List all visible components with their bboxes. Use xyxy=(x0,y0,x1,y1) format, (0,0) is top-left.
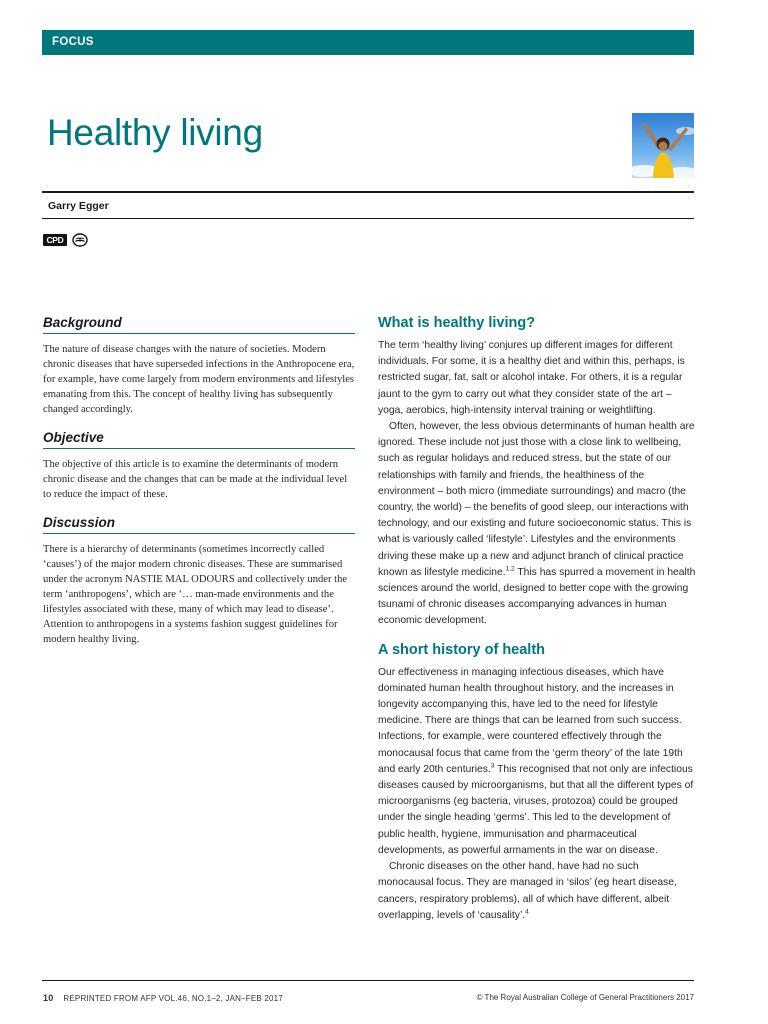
book-icon xyxy=(72,233,88,247)
reference-marker: 4 xyxy=(525,908,529,916)
paragraph-text: Often, however, the less obvious determinants of human health are ignored. These include not just those with a close link to wellbeing, such as regular holidays and reduced stress, but the state of our relationships with family and friends, the healthiness of the environment – both micro (immediate surroundings) and macro (the country, the world) – the benefits of good sleep, our interactions with technology, and our existing and future socioeconomic status. This is what is variously called ‘lifestyle’. Lifestyles and the environments driving these make up a new and adjunct branch of clinical practice known as lifestyle medicine. xyxy=(378,421,695,578)
paragraph: The term ‘healthy living’ conjures up different images for different individuals. For some, it is a healthy diet and within this, perhaps, is restricted sugar, fat, salt or alcohol intake. For others, it is a regular jaunt to the gym to carry out what they consider state of the art – yoga, aerobics, high-intensity interval training or weightlifting. xyxy=(378,340,685,416)
abstract-discussion-text: There is a hierarchy of determinants (sometimes incorrectly called ‘causes’) of the major modern chronic diseases. These are summarised under the acronym NASTIE MAL ODOURS and collectively under the term ‘anthropogens’, which are ‘… man-made environments and the lifestyles associated with these, many of which may lead to disease’. Attention to anthropogens in a systems fashion suggest guidelines for modern healthy living. xyxy=(43,544,348,645)
paragraph xyxy=(378,419,696,630)
reference-marker: 1,2 xyxy=(505,565,515,573)
page-number: 10 xyxy=(43,993,54,1003)
copyright-notice: © The Royal Australian College of General Practitioners 2017 xyxy=(476,993,694,1002)
section-heading-what-is-healthy-living: What is healthy living? xyxy=(378,315,536,331)
paragraph-text: Chronic diseases on the other hand, have had no such monocausal focus. They are managed in ‘silos’ (eg heart disease, cancers, respiratory problems), all of which have different, albeit overlapping, levels of ‘causality’. xyxy=(378,861,677,921)
article-body xyxy=(378,315,696,924)
paragraph-text: This recognised that not only are infectious diseases caused by microorganisms, but that all the different types of microorganisms (eg bacteria, viruses, protozoa) could be grouped under the single heading ‘germs’. This led to the development of public health, hygiene, immunisation and pharmaceutical developments, as powerful armaments in the war on disease. xyxy=(378,763,694,856)
title-divider xyxy=(42,191,694,193)
footer-divider xyxy=(42,980,694,981)
abstract-discussion-heading: Discussion xyxy=(43,515,355,534)
author-divider xyxy=(42,218,694,219)
paragraph-text: This has spurred a movement in health sciences around the world, designed to better cope with the growing tsunami of chronic diseases accompanying advances in human economic development. xyxy=(378,566,696,627)
abstract xyxy=(43,315,355,660)
abstract-objective-heading: Objective xyxy=(43,430,355,449)
author-name: Garry Egger xyxy=(48,200,109,212)
section-heading-short-history: A short history of health xyxy=(378,641,546,658)
paragraph xyxy=(378,859,696,924)
section-label: FOCUS xyxy=(52,36,94,48)
abstract-background-heading: Background xyxy=(43,315,355,334)
reference-marker: 3 xyxy=(490,762,495,770)
footer-citation xyxy=(43,993,283,1003)
cpd-badge: CPD xyxy=(43,234,67,246)
article-title: Healthy living xyxy=(47,112,263,153)
article-photo xyxy=(632,113,694,178)
paragraph-text: Our effectiveness in managing infectious diseases, which have dominated human health throughout history, and the increases in longevity accompanying this, have led to the need for lifestyle medicine. There are things that can be learned from such success. Infections, for example, were countered effectively through the monocausal focus that came from the ‘germ theory’ of the late 19th and early 20th centuries. xyxy=(378,666,683,775)
section-banner xyxy=(42,30,694,55)
abstract-background-text: The nature of disease changes with the nature of societies. Modern chronic diseases that have superseded infections in the Anthropocene era, for example, have come largely from modern environments and lifestyles emanating from this. The concept of healthy living has subsequently changed accordingly. xyxy=(43,344,355,415)
journal-citation: REPRINTED FROM AFP VOL.46, NO.1–2, JAN–FEB 2017 xyxy=(63,994,283,1003)
photo-woman-arms-raised xyxy=(632,113,694,178)
paragraph xyxy=(378,665,696,859)
abstract-objective-text: The objective of this article is to examine the determinants of modern chronic disease and the changes that can be made at the individual level to reduce the impact of these. xyxy=(43,459,348,500)
